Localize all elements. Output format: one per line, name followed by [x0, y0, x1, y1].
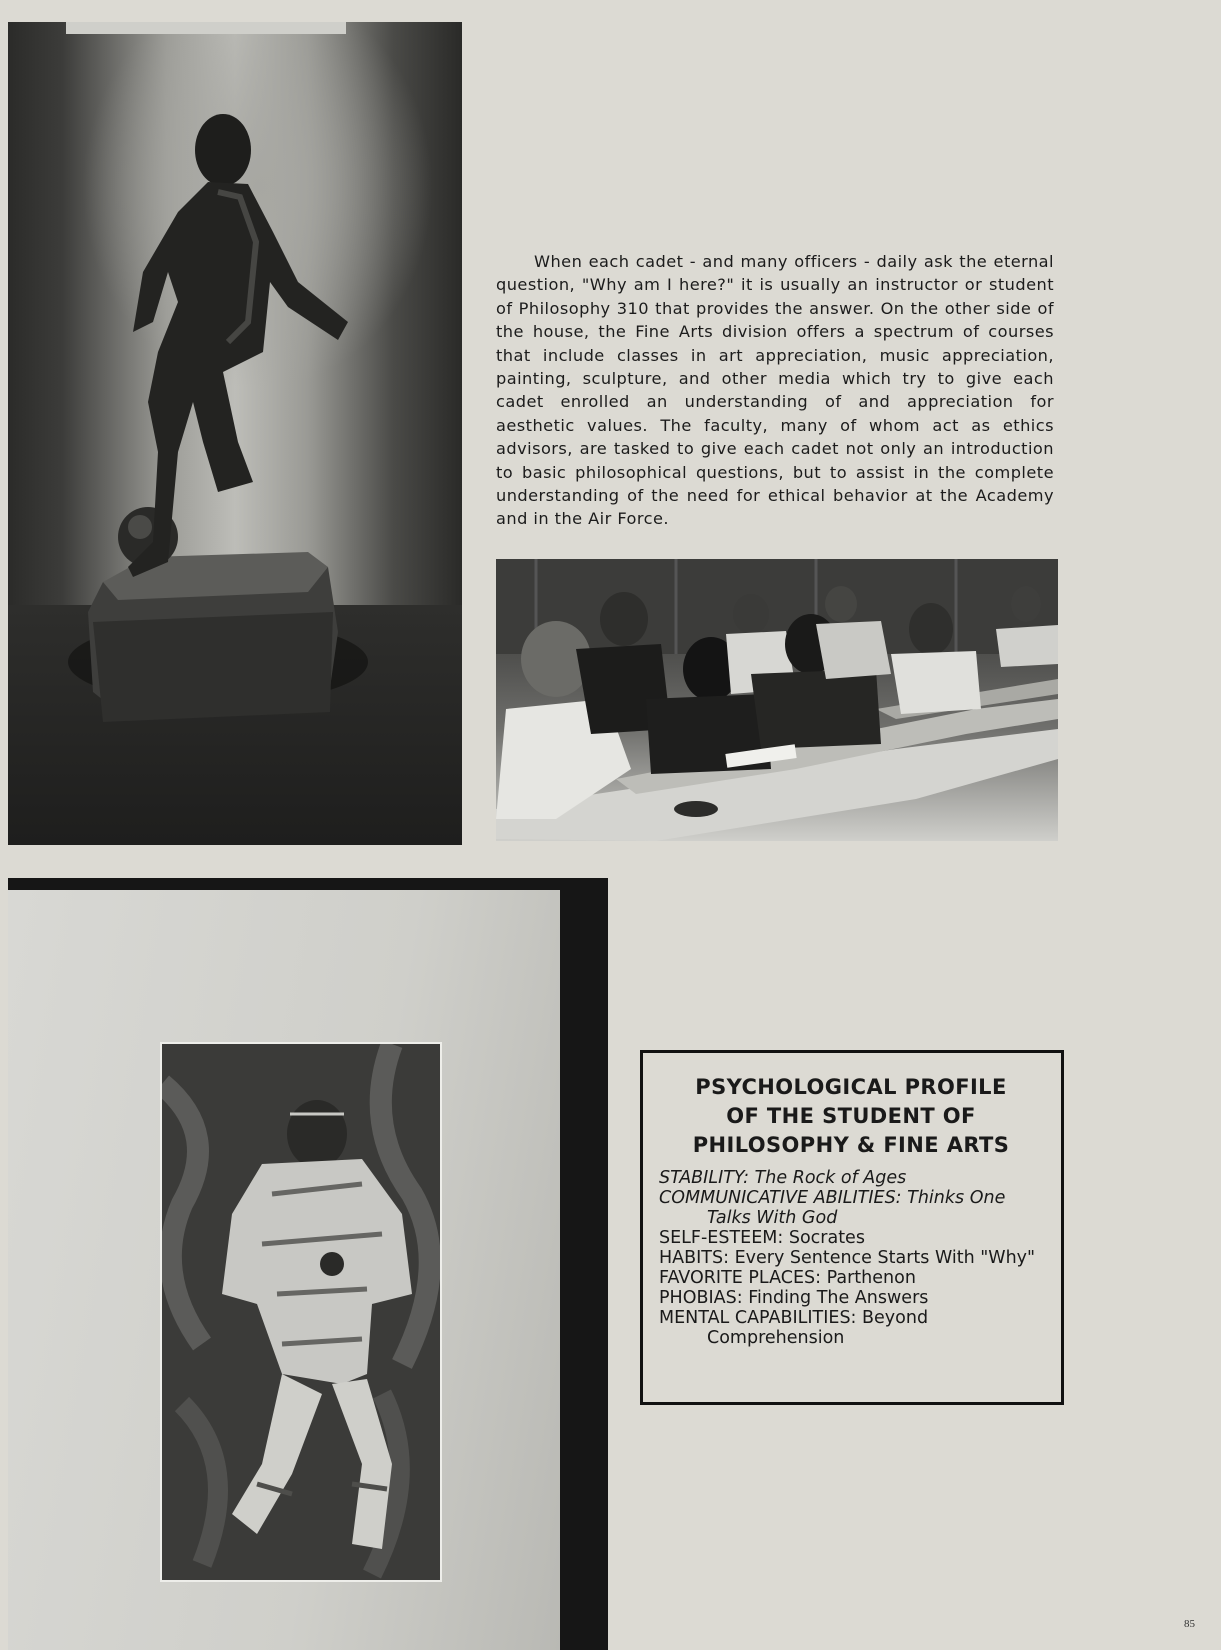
article-body-text: When each cadet - and many officers - daily ask the eternal question, "Why am I here?" it is usually an instructor or student of Philosophy 310 that provides the answer. On the other side of the house, the Fine Arts division offers a spectrum of courses that include classes in art appreciation, music appreciation, painting, sculpture, and other media which try to give each cadet enrolled an understanding of and appreciation for aesthetic values. The faculty, many of whom act as ethics advisors, are tasked to give each cadet not only an introduction to basic philosophical questions, but to assist in the complete understanding of the need for ethical behavior at the Academy and in the Air Force.: [496, 252, 1054, 529]
soccer-player-statue: [8, 22, 462, 845]
profile-item-phobias: PHOBIAS: Finding The Answers: [659, 1288, 929, 1308]
profile-title-line: OF THE STUDENT OF: [726, 1104, 976, 1128]
page-number: 85: [1184, 1618, 1195, 1630]
statue-photo: [8, 22, 462, 845]
profile-item-self-esteem: SELF-ESTEEM: Socrates: [659, 1228, 865, 1248]
profile-item-habits: HABITS: Every Sentence Starts With "Why": [659, 1248, 1036, 1268]
profile-item-mental-capabilities: MENTAL CAPABILITIES: Beyond Comprehension: [659, 1308, 929, 1348]
profile-item-stability: STABILITY: The Rock of Ages: [659, 1168, 907, 1188]
profile-item-favorite-places: FAVORITE PLACES: Parthenon: [659, 1268, 916, 1288]
football-player-print: [160, 1042, 442, 1582]
profile-title-line: PSYCHOLOGICAL PROFILE: [695, 1075, 1007, 1099]
classroom-photo: [496, 559, 1058, 841]
profile-title-line: PHILOSOPHY & FINE ARTS: [692, 1133, 1010, 1157]
psychological-profile-box: [640, 1050, 1064, 1405]
profile-title: [659, 1073, 1043, 1160]
artwork-photo: [8, 878, 608, 1650]
profile-item-communicative-abilities: COMMUNICATIVE ABILITIES: Thinks One Talks With God: [659, 1188, 1006, 1228]
students-at-desks: [496, 559, 1058, 841]
football-player-etching: [162, 1044, 440, 1580]
